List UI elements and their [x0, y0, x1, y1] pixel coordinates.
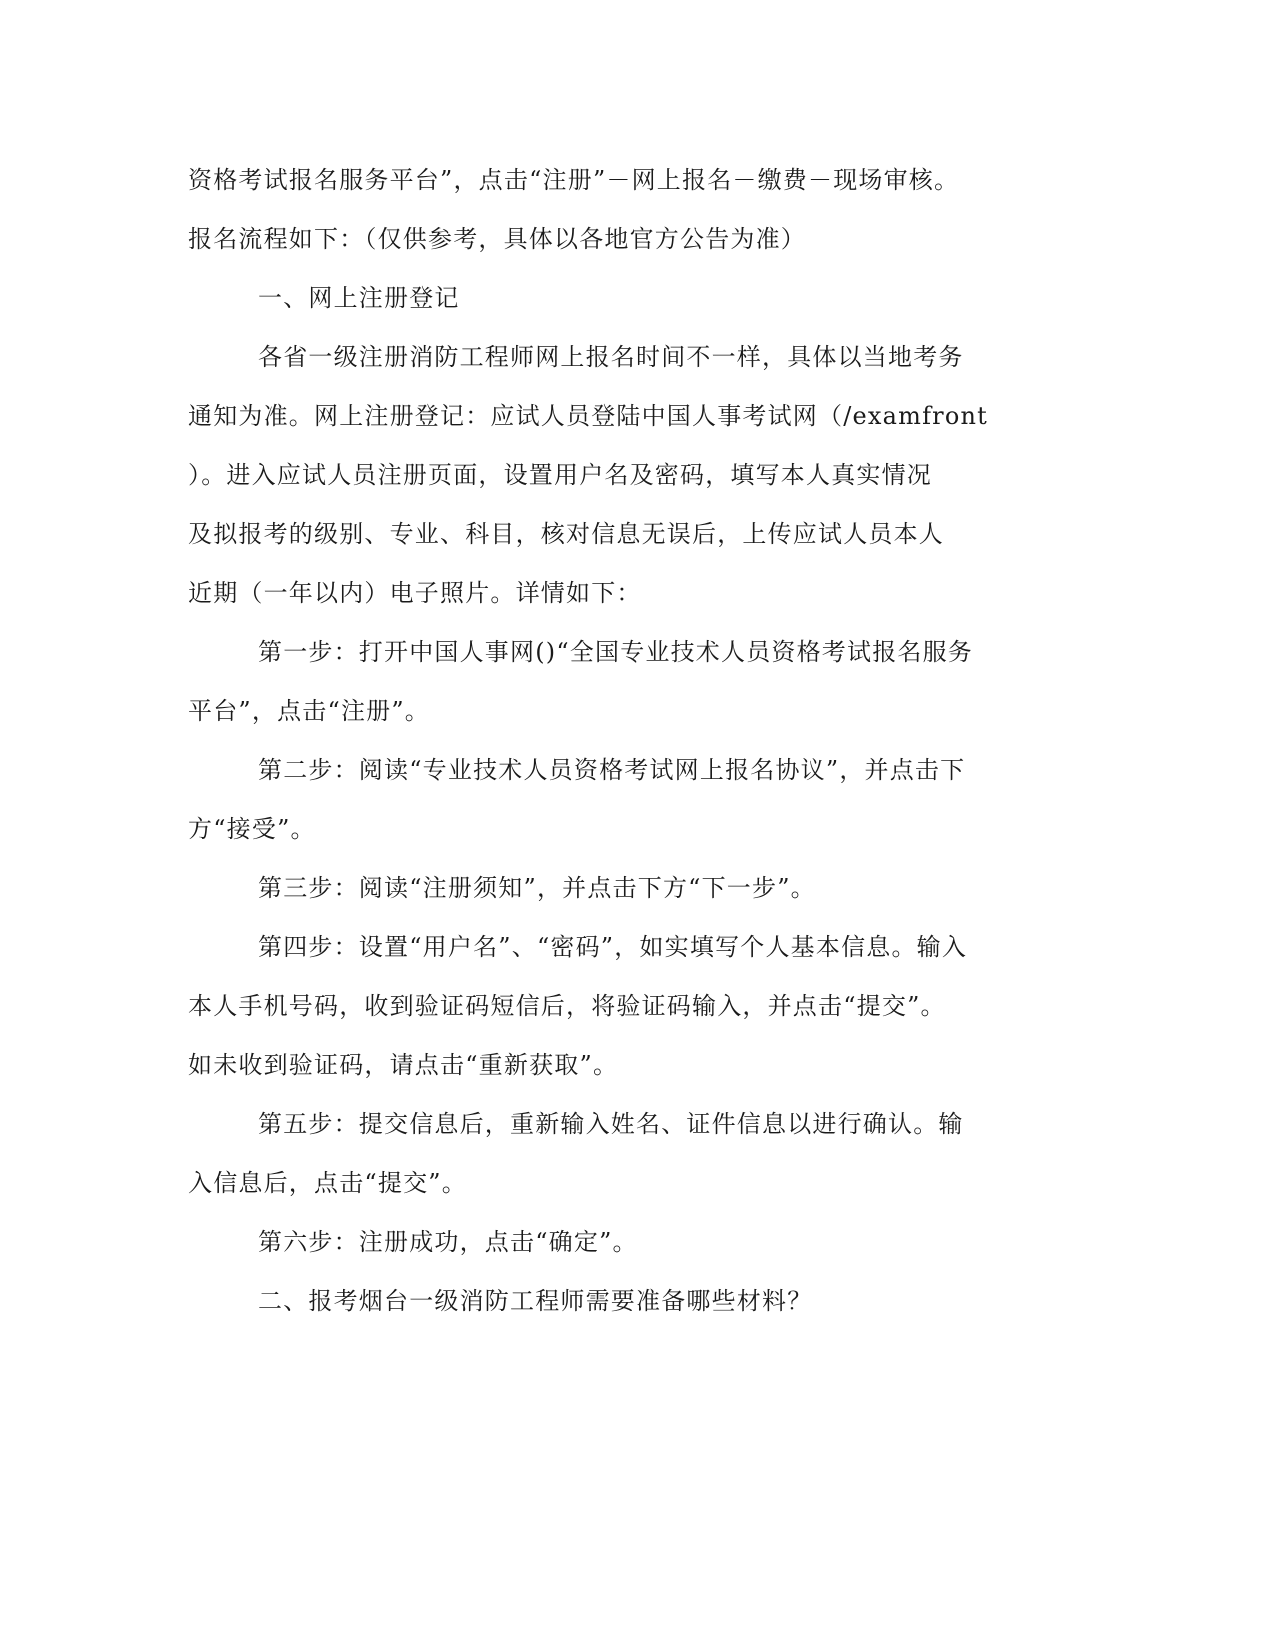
step-line: 第六步：注册成功，点击“确定”。 [258, 1228, 638, 1256]
section-heading: 一、网上注册登记 [258, 284, 460, 312]
step-line: 第四步：设置“用户名”、“密码”，如实填写个人基本信息。输入 [258, 933, 968, 961]
text-line: 方“接受”。 [188, 815, 316, 843]
text-line: 平台”，点击“注册”。 [188, 697, 431, 725]
step-line: 第五步：提交信息后，重新输入姓名、证件信息以进行确认。输 [258, 1110, 964, 1138]
text-line: 如未收到验证码，请点击“重新获取”。 [188, 1051, 619, 1079]
text-line: 近期（一年以内）电子照片。详情如下： [188, 579, 642, 607]
step-line: 第二步：阅读“专业技术人员资格考试网上报名协议”，并点击下 [258, 756, 966, 784]
text-line: ）。进入应试人员注册页面，设置用户名及密码，填写本人真实情况 [188, 461, 932, 489]
text-line: 本人手机号码，收到验证码短信后，将验证码输入，并点击“提交”。 [188, 992, 946, 1020]
text-line: 资格考试报名服务平台”，点击“注册”－网上报名－缴费－现场审核。 [188, 166, 960, 194]
section-heading: 二、报考烟台一级消防工程师需要准备哪些材料？ [258, 1287, 813, 1315]
text-line: 通知为准。网上注册登记：应试人员登陆中国人事考试网（/examfront [188, 402, 988, 430]
text-line: 及拟报考的级别、专业、科目，核对信息无误后，上传应试人员本人 [188, 520, 944, 548]
text-line: 报名流程如下：（仅供参考，具体以各地官方公告为准） [188, 225, 806, 253]
step-line: 第一步：打开中国人事网()“全国专业技术人员资格考试报名服务 [258, 638, 973, 666]
step-line: 第三步：阅读“注册须知”，并点击下方“下一步”。 [258, 874, 816, 902]
text-line: 各省一级注册消防工程师网上报名时间不一样，具体以当地考务 [258, 343, 964, 371]
text-line: 入信息后，点击“提交”。 [188, 1169, 467, 1197]
